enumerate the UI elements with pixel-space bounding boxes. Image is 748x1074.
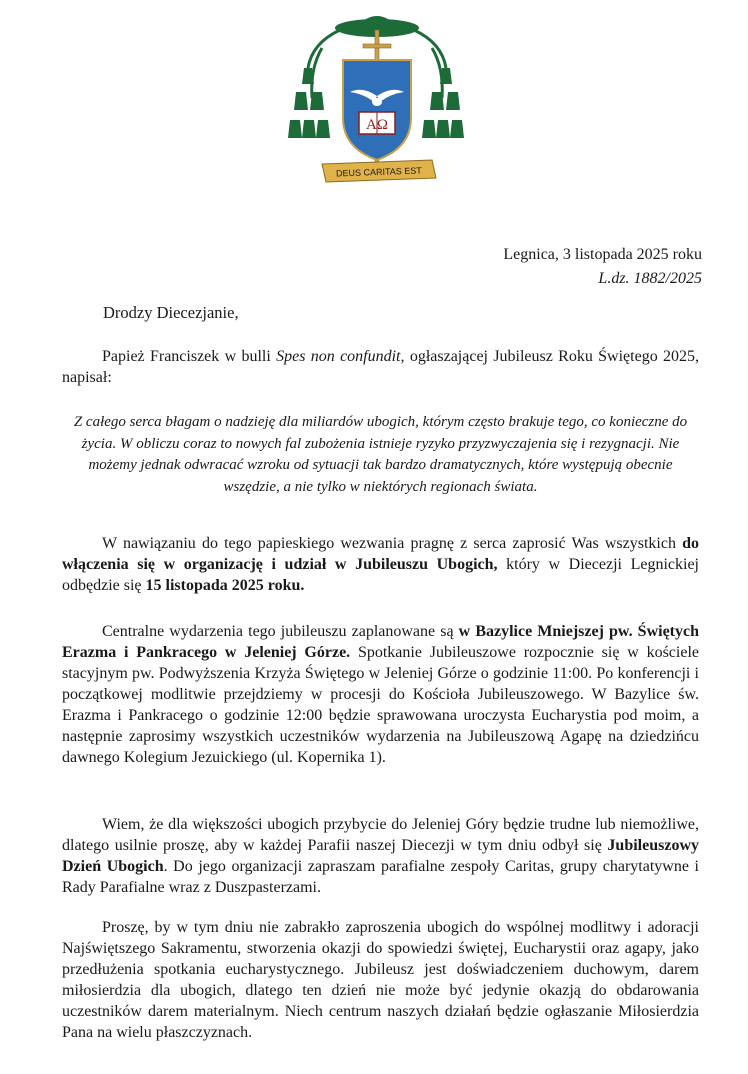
place-date: Legnica, 3 listopada 2025 roku: [503, 246, 702, 263]
date-block: [503, 243, 702, 291]
galero-hat-crown: [357, 16, 397, 26]
tassels-right: [422, 68, 464, 138]
motto-text: DEUS CARITAS EST: [335, 165, 422, 179]
greeting: Drodzy Diecezjanie,: [103, 303, 239, 322]
alpha-omega-letters: AΩ: [366, 117, 388, 133]
shield: [343, 60, 411, 160]
paragraph-5: Proszę, by w tym dniu nie zabrakło zaproszenia ubogich do wspólnej modlitwy i adoracji Najświętszego Sakramentu, stworzenia okazji do spowiedzi świętej, Eucharystii oraz agapy, jako przedłużenia spotkania eucharystycznego. Jubileusz jest doświadczeniem duchowym, darem miłosierdzia dla ubogich, dlatego ten dzień nie może być jedynie okazją do obdarowania uczestników darem materialnym. Niech centrum naszych działań będzie ogłaszanie Miłosierdzia Pana na wielu płaszczyznach.: [62, 919, 699, 1041]
tassels-left: [288, 68, 330, 138]
paragraph-3: Centralne wydarzenia tego jubileuszu zaplanowane są w Bazylice Mniejszej pw. Świętych Erazma i Pankracego w Jeleniej Górze. Spotkanie Jubileuszowe rozpocznie się w kościele stacyjnym pw. Podwyższenia Krzyża Świętego w Jeleniej Górze o godzinie 11:00. Po konferencji i początkowej modlitwie przejdziemy w procesji do Kościoła Jubileuszowego. W Bazylice św. Erazma i Pankracego o godzinie 12:00 będzie sprawowana uroczysta Eucharystia pod moim, a następnie zaprosimy wszystkich uczestników wydarzenia na Jubileuszową Agapę na dziedzińcu dawnego Kolegium Jezuickiego (ul. Kopernika 1).: [62, 623, 700, 766]
paragraph-2: W nawiązaniu do tego papieskiego wezwania pragnę z serca zaprosić Was wszystkich do włączenia się w organizację i udział w Jubileuszu Ubogich, który w Diecezji Legnickiej odbędzie się 15 listopada 2025 roku.: [62, 535, 700, 594]
reference-number: L.dz. 1882/2025: [598, 270, 702, 287]
papal-quote: Z całego serca błagam o nadzieję dla miliardów ubogich, którym często brakuje tego, co konieczne do życia. W obliczu coraz to nowych fal zubożenia istnieje ryzyko przyzwyczajenia się i rezygnacji. Nie możemy jednak odwracać wzroku od sytuacji tak bardzo dramatycznych, które występują obecnie wszędzie, a nie tylko w niektórych regionach świata.: [73, 414, 688, 495]
paragraph-1: Papież Franciszek w bulli Spes non confundit, ogłaszającej Jubileusz Roku Świętego 2025, napisał:: [62, 348, 700, 386]
paragraph-4: Wiem, że dla większości ubogich przybycie do Jeleniej Góry będzie trudne lub niemożliwe, dlatego usilnie proszę, aby w każdej Parafii naszej Diecezji w tym dniu odbył się Jubileuszowy Dzień Ubogich. Do jego organizacji zapraszam parafialne zespoły Caritas, grupy charytatywne i Rady Parafialne wraz z Duszpasterzami.: [62, 816, 699, 896]
coat-of-arms: [282, 8, 472, 190]
